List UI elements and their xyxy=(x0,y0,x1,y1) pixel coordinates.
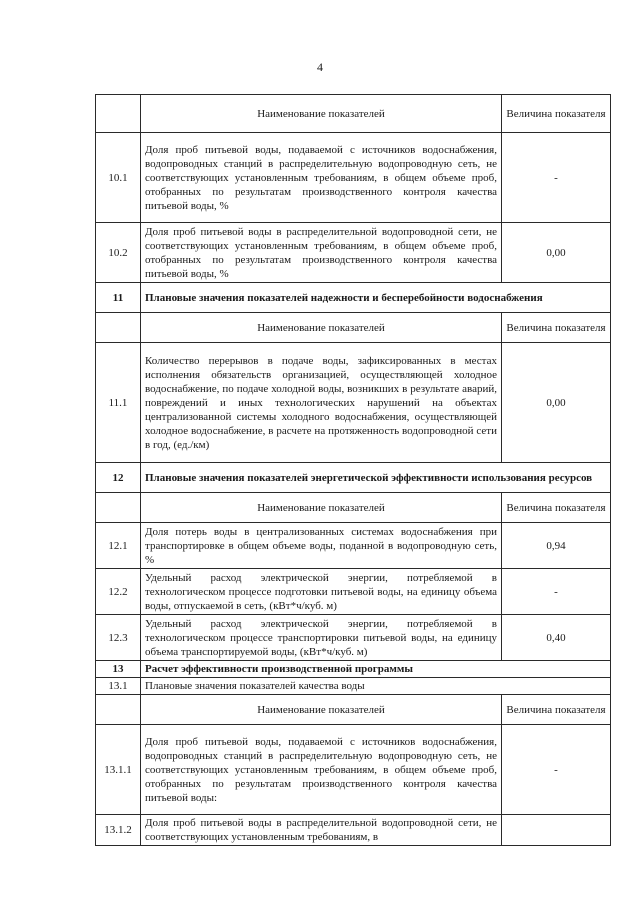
header-name-cell: Наименование показателей xyxy=(141,493,502,523)
row-value: 0,40 xyxy=(502,615,611,661)
row-number: 10.2 xyxy=(96,223,141,283)
table-row xyxy=(96,223,611,283)
header-num-cell xyxy=(96,695,141,725)
subsection-title: Плановые значения показателей качества воды xyxy=(141,678,611,695)
header-num-cell xyxy=(96,95,141,133)
header-name-cell: Наименование показателей xyxy=(141,313,502,343)
header-row xyxy=(96,695,611,725)
table-row xyxy=(96,343,611,463)
subsection-row xyxy=(96,678,611,695)
row-number: 10.1 xyxy=(96,133,141,223)
table-row xyxy=(96,615,611,661)
header-value-cell: Величина показателя xyxy=(502,695,611,725)
header-num-cell xyxy=(96,493,141,523)
row-number: 11.1 xyxy=(96,343,141,463)
section-number: 13 xyxy=(96,661,141,678)
header-value-cell: Величина показателя xyxy=(502,493,611,523)
row-text: Доля проб питьевой воды в распределительной водопроводной сети, не соответствующих установленным требованиям, в общем объеме проб, отобранных по результатам производственного контроля качества питьевой воды, % xyxy=(141,223,502,283)
section-title: Плановые значения показателей надежности и бесперебойности водоснабжения xyxy=(141,283,611,313)
row-value: 0,94 xyxy=(502,523,611,569)
row-number: 13.1.1 xyxy=(96,725,141,815)
row-value: - xyxy=(502,569,611,615)
row-value xyxy=(502,815,611,846)
header-value-cell: Величина показателя xyxy=(502,313,611,343)
row-number: 12.2 xyxy=(96,569,141,615)
section-row xyxy=(96,463,611,493)
table-row xyxy=(96,725,611,815)
table-row xyxy=(96,815,611,846)
row-text: Доля проб питьевой воды в распределительной водопроводной сети, не соответствующих установленным требованиям, в xyxy=(141,815,502,846)
section-title: Плановые значения показателей энергетической эффективности использования ресурсов xyxy=(141,463,611,493)
row-text: Количество перерывов в подаче воды, зафиксированных в местах исполнения обязательств организацией, осуществляющей холодное водоснабжение, по подаче холодной воды, возникших в результате аварий, повреждений и иных технологических нарушений на объектах централизованной системы холодного водоснабжения, осуществляющей холодное водоснабжение, в расчете на протяженность водопроводной сети в год, (ед./км) xyxy=(141,343,502,463)
row-number: 12.3 xyxy=(96,615,141,661)
row-number: 13.1.2 xyxy=(96,815,141,846)
table-row xyxy=(96,569,611,615)
row-value: - xyxy=(502,133,611,223)
header-value-cell: Величина показателя xyxy=(502,95,611,133)
table-row xyxy=(96,523,611,569)
row-text: Удельный расход электрической энергии, потребляемой в технологическом процессе подготовки питьевой воды, на единицу объема воды, отпускаемой в сеть, (кВт*ч/куб. м) xyxy=(141,569,502,615)
section-number: 11 xyxy=(96,283,141,313)
row-number: 12.1 xyxy=(96,523,141,569)
row-value: - xyxy=(502,725,611,815)
row-text: Доля проб питьевой воды, подаваемой с источников водоснабжения, водопроводных станций в распределительную водопроводную сеть, не соответствующих установленным требованиям, в общем объеме проб, отобранных по результатам производственного контроля качества питьевой воды, % xyxy=(141,133,502,223)
header-name-cell: Наименование показателей xyxy=(141,695,502,725)
section-row xyxy=(96,283,611,313)
section-number: 12 xyxy=(96,463,141,493)
page-number: 4 xyxy=(317,60,323,74)
header-row xyxy=(96,313,611,343)
indicators-table xyxy=(95,94,611,846)
header-row xyxy=(96,493,611,523)
table-row xyxy=(96,133,611,223)
row-value: 0,00 xyxy=(502,223,611,283)
header-name-cell: Наименование показателей xyxy=(141,95,502,133)
row-value: 0,00 xyxy=(502,343,611,463)
subsection-number: 13.1 xyxy=(96,678,141,695)
row-text: Доля потерь воды в централизованных системах водоснабжения при транспортировке в общем объеме воды, поданной в водопроводную сеть, % xyxy=(141,523,502,569)
section-title: Расчет эффективности производственной программы xyxy=(141,661,611,678)
section-row xyxy=(96,661,611,678)
row-text: Доля проб питьевой воды, подаваемой с источников водоснабжения, водопроводных станций в распределительную водопроводную сеть, не соответствующих установленным требованиям, в общем объеме проб, отобранных по результатам производственного контроля качества питьевой воды: xyxy=(141,725,502,815)
header-row xyxy=(96,95,611,133)
row-text: Удельный расход электрической энергии, потребляемой в технологическом процессе транспортировки питьевой воды, на единицу объема транспортируемой воды, (кВт*ч/куб. м) xyxy=(141,615,502,661)
header-num-cell xyxy=(96,313,141,343)
